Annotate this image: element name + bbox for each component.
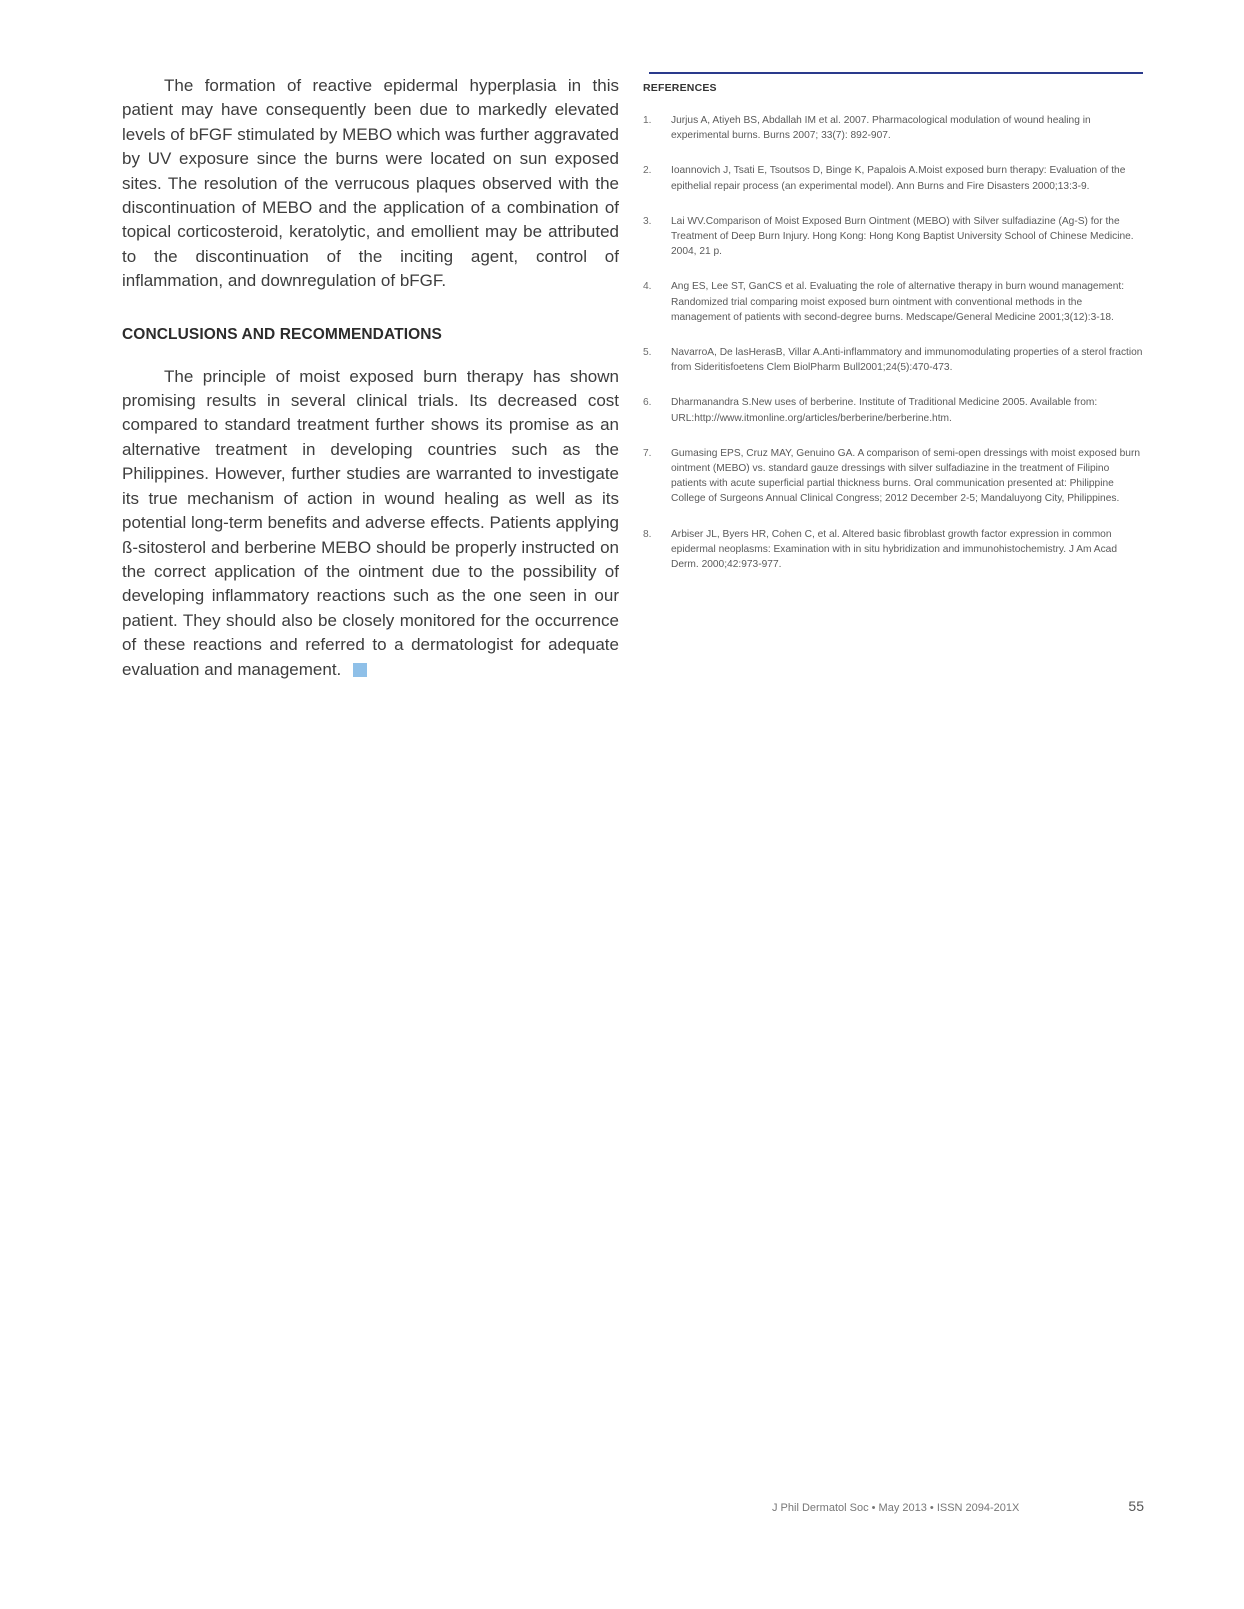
main-text-column	[122, 74, 619, 682]
reference-text: Gumasing EPS, Cruz MAY, Genuino GA. A comparison of semi-open dressings with moist exposed burn ointment (MEBO) vs. standard gauze dressings with silver sulfadiazine in the treatment of Filipino patients with acute superficial partial thickness burns. Oral communication presented at: Philippine College of Surgeons Annual Clinical Congress; 2012 December 2-5; Mandaluyong City, Philippines.	[671, 447, 1141, 505]
reference-number: 4.	[643, 281, 652, 293]
section-heading: CONCLUSIONS AND RECOMMENDATIONS	[122, 325, 442, 343]
reference-number: 7.	[643, 447, 652, 459]
reference-number: 5.	[643, 347, 652, 359]
reference-list	[643, 113, 1143, 572]
reference-text: Dharmanandra S.New uses of berberine. Institute of Traditional Medicine 2005. Available from: URL:http://www.itmonline.org/articles/berberine/berberine.htm.	[671, 397, 1098, 424]
reference-text: Jurjus A, Atiyeh BS, Abdallah IM et al. 2007. Pharmacological modulation of wound healing in experimental burns. Burns 2007; 33(7): 892-907.	[671, 115, 1091, 142]
page-footer	[740, 1498, 1144, 1518]
reference-item	[643, 446, 1143, 507]
reference-text: Ang ES, Lee ST, GanCS et al. Evaluating the role of alternative therapy in burn wound management: Randomized trial comparing moist exposed burn ointment with conventional methods in the management of patients with second-degree burns. Medscape/General Medicine 2001;3(12):3-18.	[671, 281, 1125, 323]
reference-item	[643, 345, 1143, 375]
journal-citation: J Phil Dermatol Soc • May 2013 • ISSN 2094-201X	[772, 1502, 1020, 1514]
reference-item	[643, 527, 1143, 573]
page-number: 55	[1128, 1498, 1144, 1514]
reference-item	[643, 163, 1143, 193]
reference-number: 2.	[643, 165, 652, 177]
reference-item	[643, 113, 1143, 143]
reference-number: 6.	[643, 397, 652, 409]
conclusion-text: The principle of moist exposed burn therapy has shown promising results in several clinical trials. Its decreased cost compared to standard treatment further shows its promise as an alternative treatment in developing countries such as the Philippines. However, further studies are warranted to investigate its true mechanism of action in wound healing as well as its potential long-term benefits and adverse effects. Patients applying ß-sitosterol and berberine MEBO should be properly instructed on the correct application of the ointment due to the possibility of developing inflammatory reactions such as the one seen in our patient. They should also be closely monitored for the occurrence of these reactions and referred to a dermatologist for adequate evaluation and management.	[122, 366, 619, 679]
reference-number: 3.	[643, 215, 652, 227]
reference-text: Arbiser JL, Byers HR, Cohen C, et al. Altered basic fibroblast growth factor expression in common epidermal neoplasms: Examination with in situ hybridization and immunohistochemistry. J Am Acad Derm. 2000;42:973-977.	[671, 528, 1117, 571]
reference-text: NavarroA, De lasHerasB, Villar A.Anti-inflammatory and immunomodulating properties of a sterol fraction from Sideritisfoetens Clem BiolPharm Bull2001;24(5):470-473.	[671, 347, 1143, 374]
references-column	[643, 72, 1143, 592]
references-heading: REFERENCES	[643, 82, 717, 94]
reference-number: 8.	[643, 528, 652, 540]
reference-item	[643, 395, 1143, 425]
body-paragraph	[122, 365, 619, 682]
reference-text: Ioannovich J, Tsati E, Tsoutsos D, Binge K, Papalois A.Moist exposed burn therapy: Evaluation of the epithelial repair process (an experimental model). Ann Burns and Fire Disasters 2000;13:3-9.	[671, 165, 1126, 192]
reference-item	[643, 214, 1143, 260]
reference-number: 1.	[643, 115, 652, 126]
reference-text: Lai WV.Comparison of Moist Exposed Burn Ointment (MEBO) with Silver sulfadiazine (Ag-S) for the Treatment of Deep Burn Injury. Hong Kong: Hong Kong Baptist University School of Chinese Medicine. 2004, 21 p.	[671, 215, 1134, 258]
end-of-article-icon	[353, 663, 367, 677]
references-divider	[649, 72, 1143, 74]
body-paragraph: The formation of reactive epidermal hyperplasia in this patient may have consequently been due to markedly elevated levels of bFGF stimulated by MEBO which was further aggravated by UV exposure since the burns were located on sun exposed sites. The resolution of the verrucous plaques observed with the discontinuation of MEBO and the application of a combination of topical corticosteroid, keratolytic, and emollient may be attributed to the discontinuation of the inciting agent, control of inflammation, and downregulation of bFGF.	[122, 76, 619, 291]
reference-item	[643, 279, 1143, 325]
